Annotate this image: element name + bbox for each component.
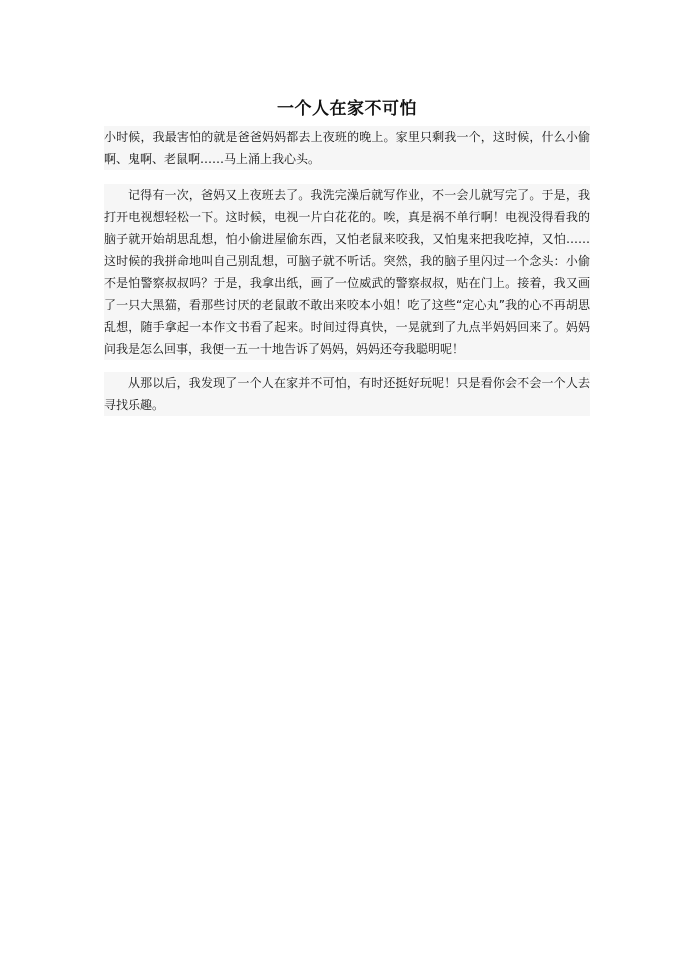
document-title: 一个人在家不可怕 xyxy=(277,99,417,119)
paragraph-2: 记得有一次，爸妈又上夜班去了。我洗完澡后就写作业，不一会儿就写完了。于是，我打开电视想轻松一下。这时候，电视一片白花花的。唉，真是祸不单行啊！电视没得看我的脑子就开始胡思乱想，怕小偷进屋偷东西，又怕老鼠来咬我，又怕鬼来把我吃掉，又怕……这时候的我拼命地叫自己别乱想，可脑子就不听话。突然，我的脑子里闪过一个念头：小偷不是怕警察叔叔吗？于是，我拿出纸，画了一位威武的警察叔叔，贴在门上。接着，我又画了一只大黑猫，看那些讨厌的老鼠敢不敢出来咬本小姐！吃了这些“定心丸”我的心不再胡思乱想，随手拿起一本作文书看了起来。时间过得真快，一晃就到了九点半妈妈回来了。妈妈问我是怎么回事，我便一五一十地告诉了妈妈，妈妈还夸我聪明呢！ xyxy=(104,184,590,360)
paragraph-3: 从那以后，我发现了一个人在家并不可怕，有时还挺好玩呢！只是看你会不会一个人去寻找乐趣。 xyxy=(104,372,590,416)
paragraph-1: 小时候，我最害怕的就是爸爸妈妈都去上夜班的晚上。家里只剩我一个，这时候，什么小偷啊、鬼啊、老鼠啊……马上涌上我心头。 xyxy=(104,126,590,170)
document-body xyxy=(104,96,590,428)
